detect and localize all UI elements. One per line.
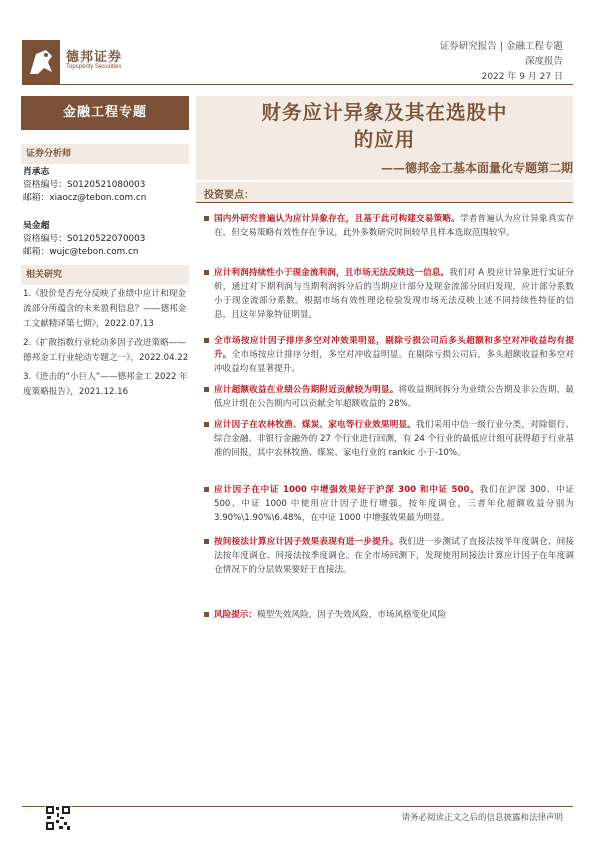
email-label: 邮箱： xyxy=(23,247,50,257)
email-label: 邮箱： xyxy=(23,193,50,203)
cert-label: 资格编号： xyxy=(23,234,67,244)
key-points-divider xyxy=(196,202,573,203)
cert-number: S0120521080003 xyxy=(67,180,146,190)
company-name-en: Topsperity Securities xyxy=(66,64,122,70)
analyst-name: 肖承志 xyxy=(23,167,50,177)
company-name: 德邦证券 xyxy=(66,50,123,65)
related-heading: 相关研究 xyxy=(21,265,189,285)
key-points-label: 投资要点： xyxy=(204,190,254,201)
key-point-highlight: 应计超额收益在业绩公告期附近贡献较为明显。 xyxy=(214,385,399,395)
key-point-highlight: 应计利润持续性小于现金流利润，且市场无法反映这一信息。 xyxy=(214,268,450,278)
title-line-2: 的应用 xyxy=(353,128,416,151)
report-title xyxy=(196,99,573,153)
bullet-icon xyxy=(204,387,209,392)
related-item[interactable]: 2.《扩散指数行业轮动多因子改进策略——德邦金工行业轮动专题之一》，2022.04.22 xyxy=(23,338,189,363)
company-logo-icon xyxy=(22,40,60,84)
bullet-icon xyxy=(204,487,209,492)
qr-code-icon xyxy=(45,805,71,831)
analyst-name: 吴金超 xyxy=(23,221,50,231)
related-item[interactable]: 1.《股价是否充分反映了业绩中应计和现金流部分所蕴含的未来盈利信息？——德邦金工文献精译第七期》，2022.07.13 xyxy=(23,289,187,329)
key-point-text: 我们在沪深 300、中证 500、中证 1000 中使用应计因子进行增强，按年度调仓，三者年化超额收益分别为 3.90%\1.90%\6.48%，在中证 1000 中增强效果最为明显。 xyxy=(214,485,574,523)
key-point xyxy=(204,418,574,460)
key-point-text: 学者普遍认为应计异象真实存在，但交易策略有效性存在争议，此外多数研究时间较早且样本选取范围较窄。 xyxy=(214,214,574,238)
key-point-text: 我们采用中信一级行业分类，对除银行、综合金融、非银行金融外的 27 个行业进行回测，有 24 个行业的最低应计组可获得超于行业基准的回报，其中农林牧渔、煤炭、家电行业的 rankic 小于-10%。 xyxy=(214,420,574,458)
analyst-email[interactable]: wujc@tebon.com.cn xyxy=(49,247,139,257)
key-point-text: 我们对 A 股应计异象进行实证分析，通过对下期利润与当期利润拆分后的当期应计部分及现金流部分回归发现，应计部分系数小于现金流部分系数。根据市场有效性理论检验发现市场无法反映上述不同持续性特征的信息，且这年异象特征明显。 xyxy=(214,268,574,320)
disclaimer-note: 请务必阅读正文之后的信息披露和法律声明 xyxy=(401,813,563,823)
footer-divider xyxy=(22,806,573,807)
bullet-icon xyxy=(204,422,209,427)
bullet-icon xyxy=(204,216,209,221)
risk-text: 模型失效风险，因子失效风险，市场风格变化风险 xyxy=(256,610,447,620)
key-point xyxy=(204,383,574,411)
bullet-icon xyxy=(204,338,209,343)
analyst-email[interactable]: xiaocz@tebon.com.cn xyxy=(49,193,147,203)
report-subtype: 深度报告 xyxy=(524,56,563,67)
topic-tag: 金融工程专题 xyxy=(21,96,189,130)
key-point-highlight: 应计因子在中证 1000 中增强效果好于沪深 300 和中证 500。 xyxy=(214,485,480,495)
analysts-heading: 证券分析师 xyxy=(21,144,189,164)
key-point xyxy=(204,212,574,240)
bullet-icon xyxy=(204,270,209,275)
key-point xyxy=(204,535,574,577)
cert-label: 资格编号： xyxy=(23,180,67,190)
report-date: 2022 年 9 月 27 日 xyxy=(481,72,563,82)
header-divider xyxy=(22,84,573,85)
key-point-highlight: 全市场按应计因子排序多空对冲效果明显，剔除亏损公司后多头超额和多空对冲收益均有提升。 xyxy=(214,336,574,360)
bullet-icon xyxy=(204,539,209,544)
title-line-1: 财务应计异象及其在选股中 xyxy=(261,101,508,124)
bullet-icon xyxy=(204,612,209,617)
key-point xyxy=(204,334,574,376)
related-research-list xyxy=(23,287,189,404)
report-subtitle: ——德邦金工基本面量化专题第二期 xyxy=(380,161,573,175)
risk-label: 风险提示： xyxy=(214,610,257,620)
key-point xyxy=(204,483,574,525)
related-item[interactable]: 3.《进击的“小巨人”——德邦金工 2022 年度策略报告》，2021.12.16 xyxy=(23,372,188,397)
report-type: 证券研究报告 | 金融工程专题 xyxy=(439,41,563,52)
key-point-highlight: 按间接法计算应计因子效果表现有进一步提升。 xyxy=(214,537,399,547)
analyst-block xyxy=(23,220,193,259)
key-point-text: 全市场按应计排序分组，多空对冲收益明显。在剔除亏损公司后，多头超额收益和多空对冲收益均有显著提升。 xyxy=(214,350,574,374)
key-point-text: 将收益期间拆分为业绩公告期及非公告期，最低应计组在公告期内可以贡献全年超额收益的 28%。 xyxy=(214,385,574,409)
cert-number: S0120522070003 xyxy=(67,234,146,244)
key-point xyxy=(204,266,574,322)
key-point-text: 我们进一步测试了直接法按半年度调仓、间接法按年度调仓、间接法按季度调仓。在全市场回测下，发现使用间接法计算应计因子在年度调仓情况下的分层效果要好于直接法。 xyxy=(214,537,574,575)
risk-warning xyxy=(204,608,574,622)
key-point-highlight: 国内外研究普遍认为应计异象存在，且基于此可构建交易策略。 xyxy=(214,214,460,224)
key-point-highlight: 应计因子在农林牧渔、煤炭、家电等行业效果明显。 xyxy=(214,420,417,430)
analyst-block xyxy=(23,166,193,205)
